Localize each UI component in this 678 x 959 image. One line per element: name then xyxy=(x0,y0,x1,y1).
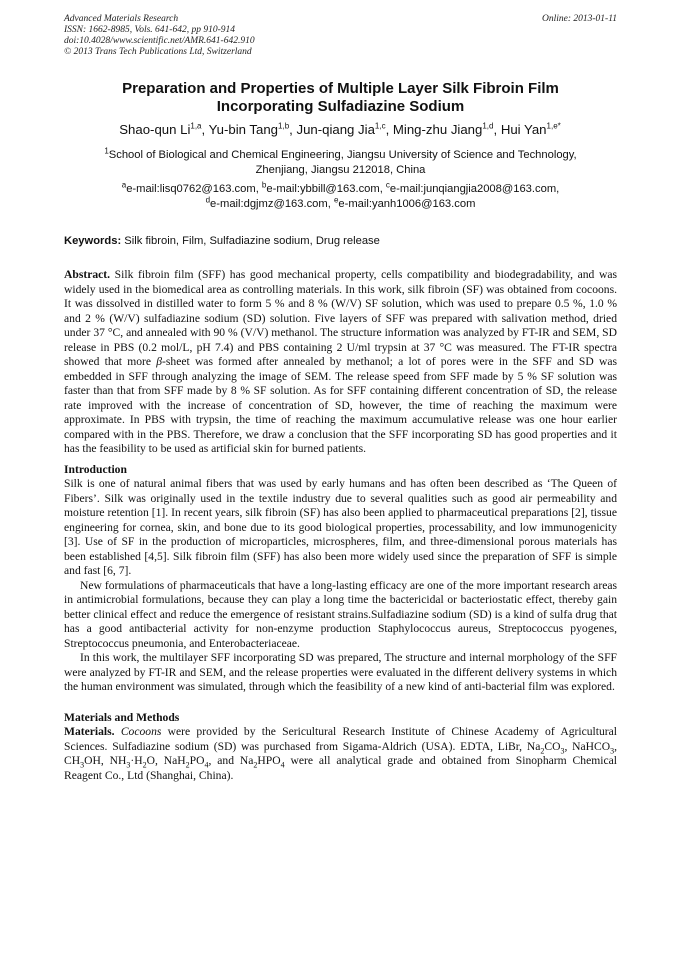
email-sup: b xyxy=(261,180,267,190)
affiliation-line-1: School of Biological and Chemical Engineering, Jiangsu University of Science and Technology, xyxy=(108,149,577,161)
materials-text: , CH xyxy=(64,739,617,767)
subscript: 3 xyxy=(80,760,85,770)
subscript: 2 xyxy=(185,760,190,770)
beta-symbol: β xyxy=(156,355,163,368)
email-address[interactable]: e-mail:yanh1006@163.com xyxy=(338,198,476,210)
subscript: 4 xyxy=(280,760,285,770)
materials-text: CO xyxy=(544,739,561,753)
abstract-text-cont: -sheet was formed after annealed by methanol; a lot of pores were in the SFF and SD was embedded in SFF through analyzing the image of SEM. The release speed from SFF made by 5 % SF solution was faster than that from SFF made by 8 % SF solution. As for SFF containing different concentration of SD, the release rate improved with the increase of concentration of SD, however, the time of reaching the maximum were approximate. In PBS with trypsin, the time of reaching the maximum accumulative release was one hour earlier compared with in the PBS. Therefore, we draw a conclusion that the SFF incorporating SD has good properties and it has the feasibility to be used as artificial skin for burned patients. xyxy=(64,355,617,455)
subscript: 2 xyxy=(540,745,545,755)
copyright-line: © 2013 Trans Tech Publications Ltd, Switzerland xyxy=(64,47,252,57)
introduction-heading: Introduction xyxy=(64,462,127,476)
abstract-paragraph xyxy=(64,268,617,457)
author-name: Hui Yan xyxy=(500,122,547,137)
intro-paragraph-2: New formulations of pharmaceuticals that have a long-lasting efficacy are one of the more important research areas in antimicrobial formulations, because they can play a long time the bactericidal or bacteriostatic effect, thereby gain better clinical effect and reduce the emergence of resistant strains.Sulfadiazine sodium (SD) is a kind of sulfa drug that has a good antibacterial activity for non-enzyme production Staphylococcus aureus, Streptococcus pyogenes, Streptococcus pneumonia, and Enterobacteriaceae. xyxy=(64,578,617,650)
materials-text: were provided by the Sericultural Research Institute of Chinese Academy of Agricultural Sciences. Sulfadiazine sodium (SD) was purchased from Sigama-Aldrich (USA). EDTA, LiBr, Na xyxy=(64,725,617,753)
doi-line[interactable]: doi:10.4028/www.scientific.net/AMR.641-642.910 xyxy=(64,36,255,46)
paper-title xyxy=(64,80,617,116)
email-address[interactable]: e-mail:junqiangjia2008@163.com, xyxy=(389,183,560,195)
materials-text: , and Na xyxy=(208,754,254,767)
author-name: Shao-qun Li xyxy=(119,122,191,137)
materials-text: ·H xyxy=(130,754,143,767)
email-sup: a xyxy=(121,180,127,190)
author-sup: 1,b xyxy=(278,121,290,131)
paper-body xyxy=(64,268,617,783)
email-address[interactable]: e-mail:ybbill@163.com, xyxy=(266,183,386,195)
materials-text: OH, NH xyxy=(84,754,127,767)
email-address[interactable]: e-mail:dgjmz@163.com, xyxy=(210,198,334,210)
author-list: Shao-qun Li$^{1,a}$, Yu-bin Tang$^{1,b}$, Jun-qiang Jia$^{1,c}$, Ming-zhu Jiang$^{1,d}$, Hui Yan$^{1,e*}$ xyxy=(119,121,561,137)
materials-text: PO xyxy=(189,754,205,767)
email-sup: e xyxy=(333,195,339,205)
affiliation-sup: 1 xyxy=(104,146,109,156)
title-line-2: Incorporating Sulfadiazine Sodium xyxy=(216,98,465,115)
issn-line: ISSN: 1662-8985, Vols. 641-642, pp 910-914 xyxy=(64,25,235,35)
author-sup: 1,c xyxy=(374,121,386,131)
materials-text: were all analytical grade and obtained from Sinopharm Chemical Reagent Co., Ltd (Shanghai, China). xyxy=(64,754,617,782)
journal-name: Advanced Materials Research xyxy=(64,14,179,24)
affiliation xyxy=(64,148,617,178)
author-name: Ming-zhu Jiang xyxy=(392,122,483,137)
title-line-1: Preparation and Properties of Multiple Layer Silk Fibroin Film xyxy=(122,80,559,97)
affiliation-line-2: Zhenjiang, Jiangsu 212018, China xyxy=(255,164,426,176)
intro-paragraph-3: In this work, the multilayer SFF incorporating SD was prepared, The structure and internal morphology of the SFF were analyzed by FT-IR and SEM, and the release properties were evaluated in the different delivery systems in which the human environment was simulated, through which the feasibility of a new kind of anti-bacterial film was explored. xyxy=(64,651,617,693)
email-sup: d xyxy=(205,195,211,205)
running-header xyxy=(64,14,617,58)
email-address[interactable]: e-mail:lisq0762@163.com, xyxy=(126,183,262,195)
author-sup: 1,a xyxy=(190,121,202,131)
materials-text: , NaHCO xyxy=(564,739,611,753)
materials-text: O, NaH xyxy=(146,754,186,767)
materials-paragraph xyxy=(64,725,617,783)
keywords-text: Silk fibroin, Film, Sulfadiazine sodium, Drug release xyxy=(121,235,380,247)
subscript: 4 xyxy=(204,760,209,770)
author-name: Yu-bin Tang xyxy=(208,122,279,137)
materials-text: HPO xyxy=(257,754,281,767)
intro-paragraph-1: Silk is one of natural animal fibers that was used by early humans and has often been described as ‘The Queen of Fibers’. Silk was originally used in the textile industry due to several qualities such as good air permeability and moisture retention [1]. In recent years, silk fibroin (SF) has also been applied to pharmaceutical preparations [2], tissue engineering for cornea, skin, and bone due to its good biological properties, processability, and low immunogenicity [3]. Use of SF in the production of microparticles, microspheres, film, and three-dimensional porous materials has been established [4,5]. Silk fibroin film (SFF) has also been more widely used since the preparation of SFF is simple and fast [6, 7]. xyxy=(64,477,617,577)
online-date: Online: 2013-01-11 xyxy=(541,14,617,24)
materials-label: Materials. xyxy=(64,725,115,738)
cocoons-term: Cocoons xyxy=(120,725,162,738)
keywords-label: Keywords: xyxy=(64,235,122,247)
subscript: 3 xyxy=(126,760,131,770)
keywords xyxy=(64,234,617,249)
author-sup: 1,d xyxy=(482,121,494,131)
subscript: 2 xyxy=(253,760,258,770)
abstract-label: Abstract. xyxy=(64,268,111,281)
author-sup: 1,e* xyxy=(546,121,561,131)
subscript: 3 xyxy=(560,745,565,755)
subscript: 3 xyxy=(610,745,615,755)
subscript: 2 xyxy=(142,760,147,770)
author-name: Jun-qiang Jia xyxy=(296,122,375,137)
email-list xyxy=(64,182,617,212)
email-sup: c xyxy=(385,180,390,190)
abstract-text: Silk fibroin film (SFF) has good mechanical property, cells compatibility and biodegradability, and was widely used in the biomedical area as controlling materials. In this work, silk fibroin (SF) was obtained from cocoons. It was dissolved in distilled water to form 5 % and 8 % (W/V) SF solution, which was used to prepare 0.5 %, 1.0 % and 2 % (W/V) sulfadiazine sodium (SD) solution. Five layers of SFF was prepared with salivation method, dried under 37 °C, and annealed with 90 % (V/V) methanol. The structure information was analyzed by FT-IR and SEM, SD release in PBS (0.2 mol/L, pH 7.4) and PBS containing 2 U/ml trypsin at 37 °C was measured. The FT-IR spectra showed that more xyxy=(64,268,617,368)
methods-heading: Materials and Methods xyxy=(64,710,180,724)
